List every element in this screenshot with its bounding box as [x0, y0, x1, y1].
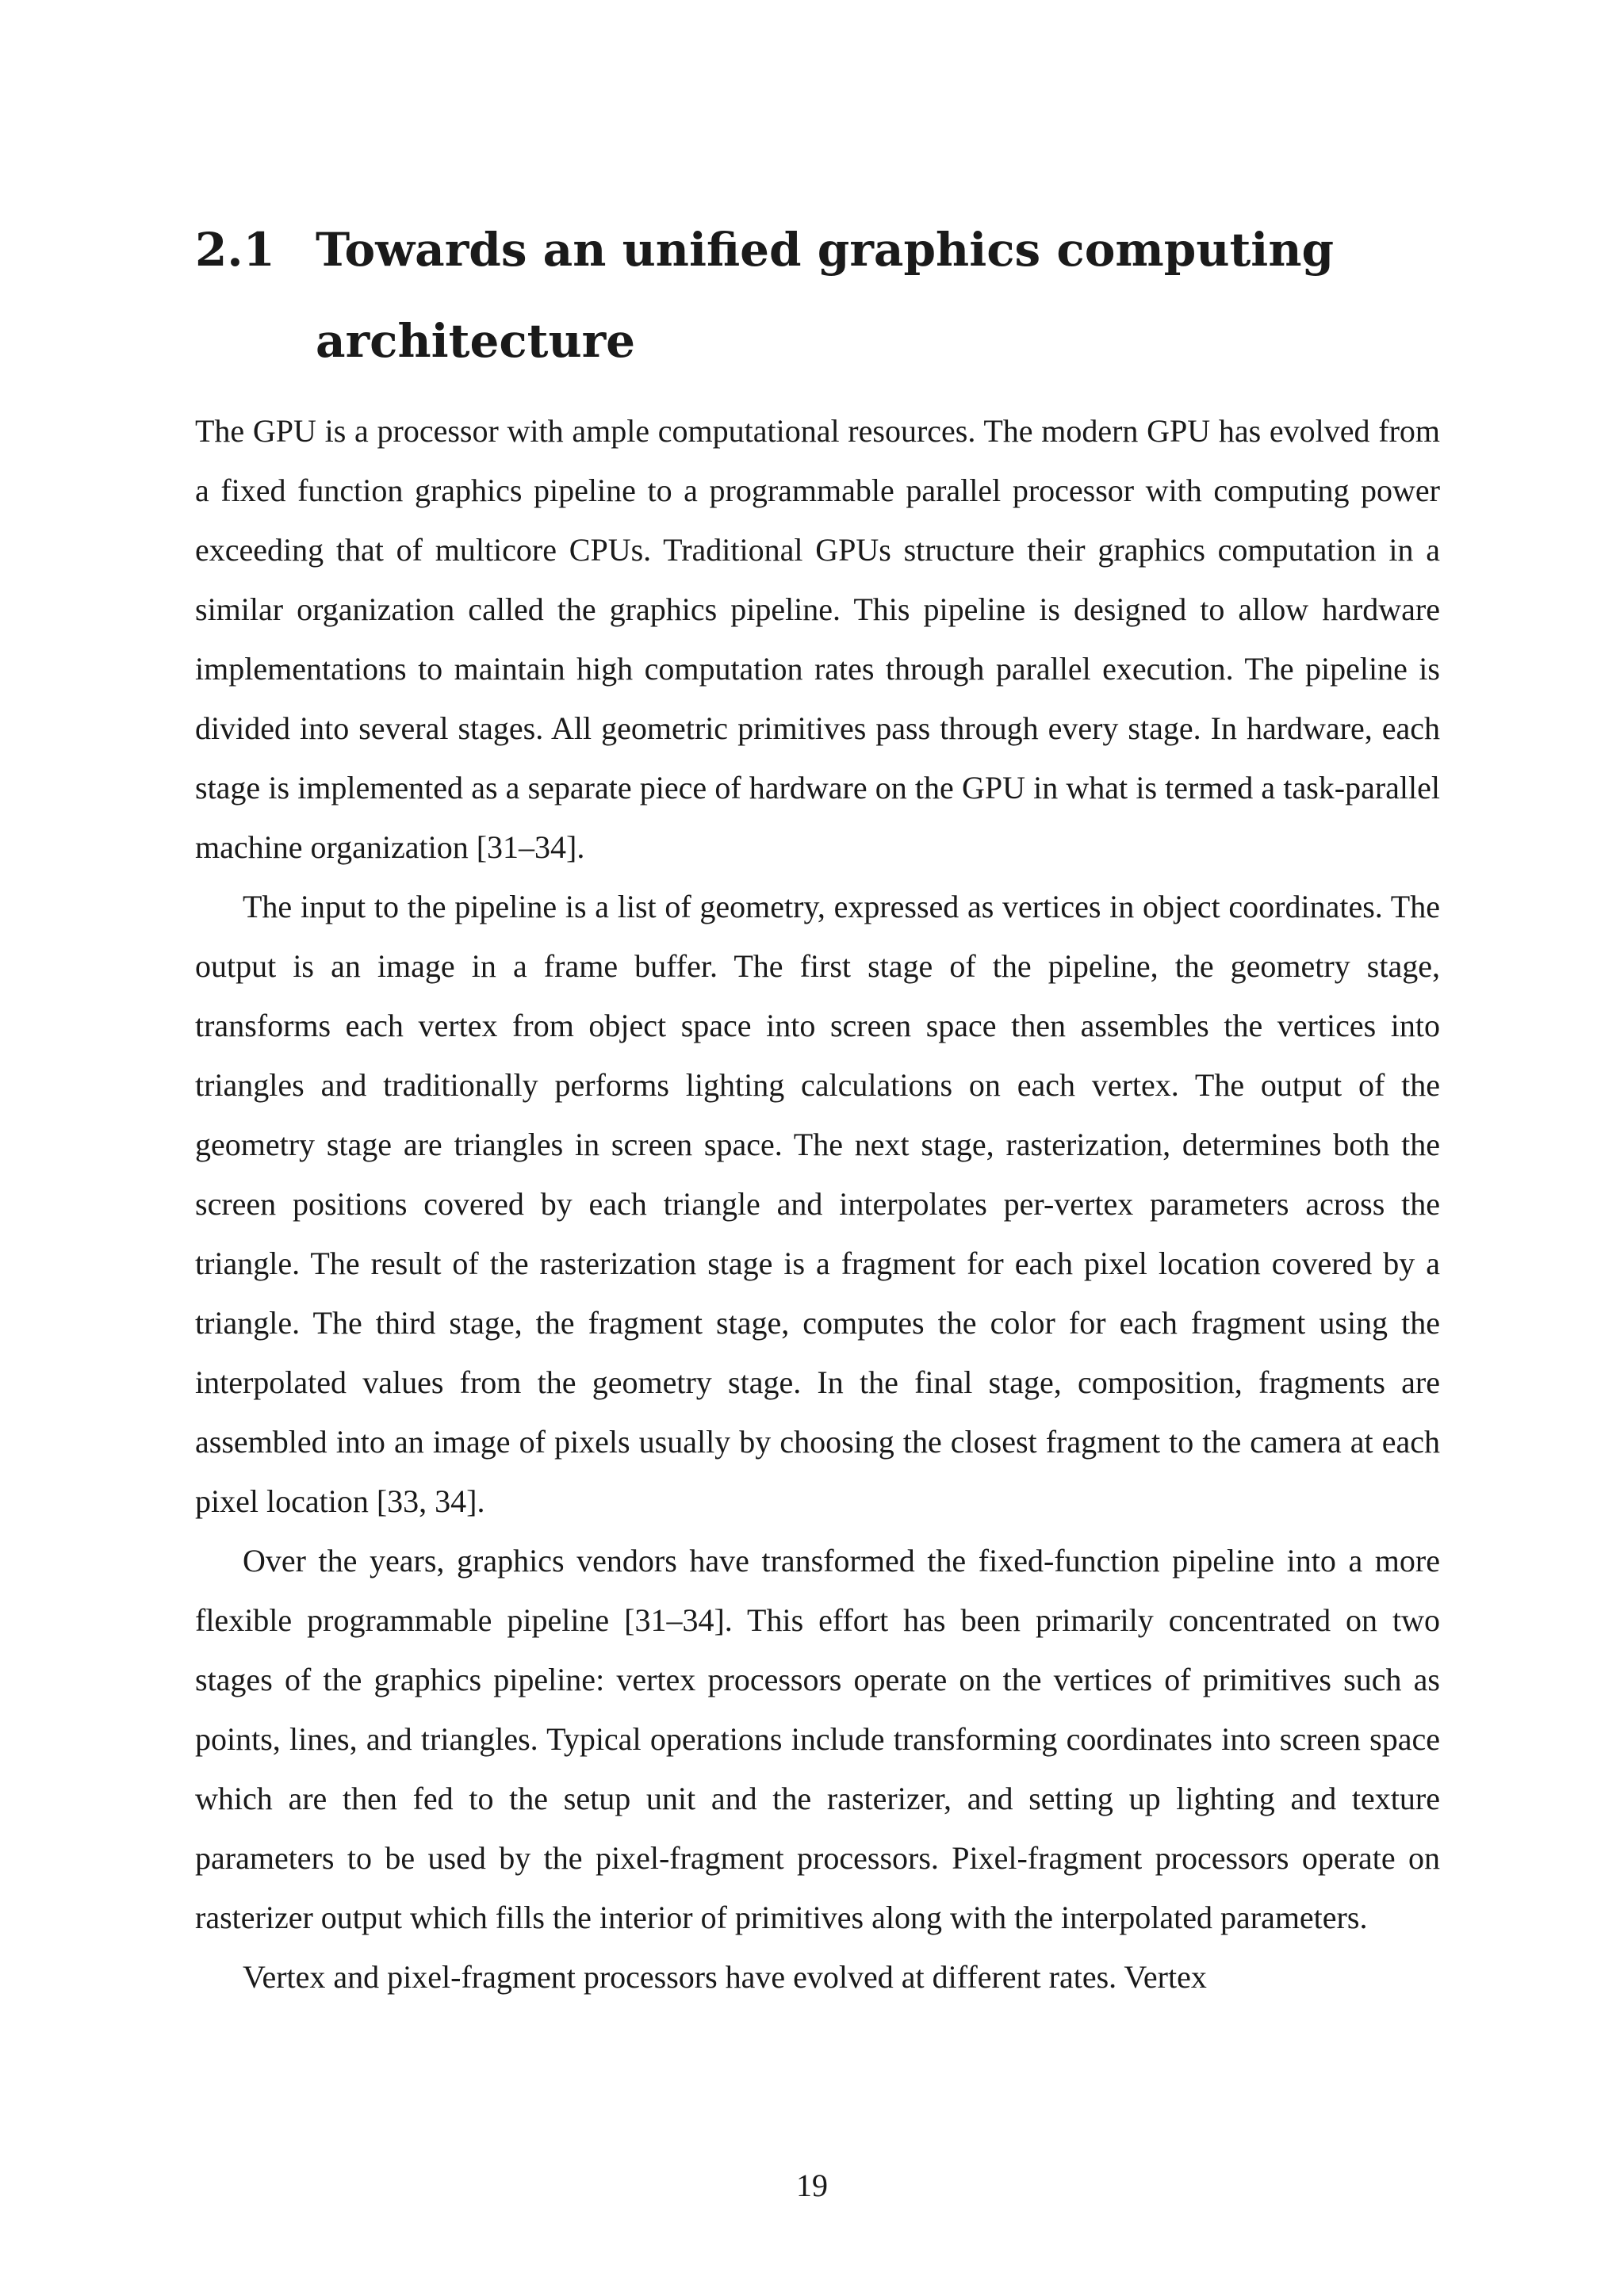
body-text: [195, 401, 1440, 2007]
paragraph-1: The GPU is a processor with ample computational resources. The modern GPU has evolved from a fixed function graphics pipeline to a programmable parallel processor with computing power exceeding that of multicore CPUs. Traditional GPUs structure their graphics computation in a similar organization called the graphics pipeline. This pipeline is designed to allow hardware implementations to maintain high computation rates through parallel execution. The pipeline is divided into several stages. All geometric primitives pass through every stage. In hardware, each stage is implemented as a separate piece of hardware on the GPU in what is termed a task-parallel machine organization [31–34].: [195, 413, 1440, 865]
section-number: 2.1: [195, 223, 275, 277]
paragraph-4: Vertex and pixel-fragment processors have evolved at different rates. Vertex: [243, 1959, 1207, 1995]
section-heading: [195, 205, 1448, 387]
section-title: Towards an unified graphics computing architecture: [316, 223, 1335, 368]
paragraph-3: Over the years, graphics vendors have transformed the fixed-function pipeline into a more flexible programmable pipeline [31–34]. This effort has been primarily concentrated on two stages of the graphics pipeline: vertex processors operate on the vertices of primitives such as points, lines, and triangles. Typical operations include transforming coordinates into screen space which are then fed to the setup unit and the rasterizer, and setting up lighting and texture parameters to be used by the pixel-fragment processors. Pixel-fragment processors operate on rasterizer output which fills the interior of primitives along with the interpolated parameters.: [195, 1543, 1440, 1935]
paragraph-2: The input to the pipeline is a list of geometry, expressed as vertices in object coordinates. The output is an image in a frame buffer. The first stage of the pipeline, the geometry stage, transforms each vertex from object space into screen space then assembles the vertices into triangles and traditionally performs lighting calculations on each vertex. The output of the geometry stage are triangles in screen space. The next stage, rasterization, determines both the screen positions covered by each triangle and interpolates per-vertex parameters across the triangle. The result of the rasterization stage is a fragment for each pixel location covered by a triangle. The third stage, the fragment stage, computes the color for each fragment using the interpolated values from the geometry stage. In the final stage, composition, fragments are assembled into an image of pixels usually by choosing the closest fragment to the camera at each pixel location [33, 34].: [195, 889, 1440, 1519]
page-number: 19: [796, 2168, 828, 2203]
